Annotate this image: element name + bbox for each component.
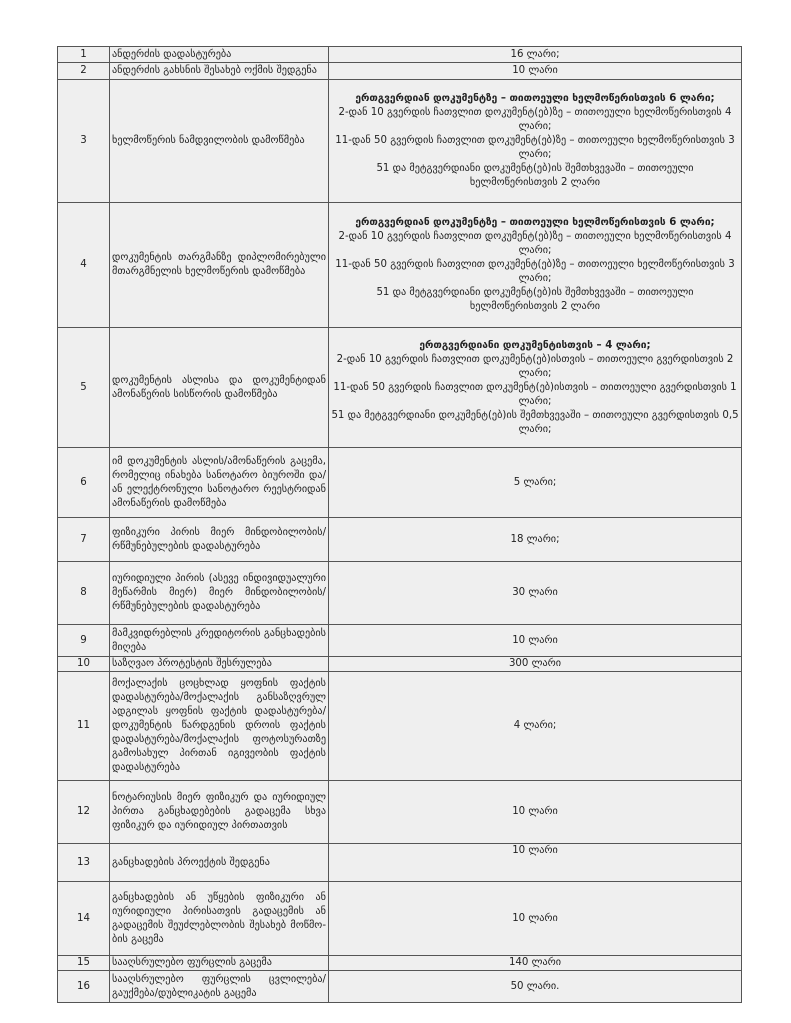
fee-line: 30 ლარი (512, 587, 558, 598)
row-number: 12 (58, 781, 110, 844)
service-description: ხელმოწერის ნამდვილობის დამოწმება (110, 80, 329, 203)
fee-single-page: ერთგვერდიან დოკუმენტზე – თითოეული ხელმოწერისთვის 6 ლარი; (355, 217, 715, 228)
table-row (58, 956, 742, 971)
service-fee (329, 844, 742, 882)
fee-line: 5 ლარი; (513, 476, 557, 488)
service-fee (329, 203, 742, 328)
service-description: სააღსრულებო ფურცლის ცვლილება/გაუქმება/დუბლიკატის გაცემა (110, 971, 329, 1003)
service-description: განცხადების პროექტის შედგენა (110, 844, 329, 882)
service-fee (329, 956, 742, 971)
fee-line: 2-დან 10 გვერდის ჩათვლით დოკუმენტ(ებ)ზე – თითოეული ხელმოწერისთვის 4 ლარი; (338, 107, 732, 132)
fee-line: 18 ლარი; (510, 533, 560, 545)
service-fee (329, 328, 742, 448)
fee-line: 10 ლარი (512, 912, 558, 924)
service-fee (329, 47, 742, 63)
fee-line: 10 ლარი (512, 806, 558, 817)
fee-line: 16 ლარი; (510, 48, 560, 60)
service-fee (329, 672, 742, 781)
service-description: ანდერძის გახსნის შესახებ ოქმის შედგენა (110, 63, 329, 80)
service-fee (329, 80, 742, 203)
fee-line: 50 ლარი. (510, 980, 560, 992)
service-fee (329, 63, 742, 80)
row-number: 9 (58, 625, 110, 657)
fee-line: 51 და მეტგვერდიანი დოკუმენტ(ებ)ის შემთხვევაში – თითოეული ხელმოწერისთვის 2 ლარი (376, 163, 694, 188)
row-number: 14 (58, 882, 110, 956)
service-description: სააღსრულებო ფურცლის გაცემა (110, 956, 329, 971)
fee-line: 4 ლარი; (513, 720, 557, 731)
service-fee (329, 657, 742, 672)
service-fee (329, 971, 742, 1003)
row-number: 3 (58, 80, 110, 203)
service-fee (329, 562, 742, 625)
row-number: 6 (58, 448, 110, 518)
service-description: იმ დოკუმენტის ასლის/ამონაწერის გაცემა, რომელიც ინახება სანოტარო ბიუროში და/ან ელექტრონული სანოტარო რეესტრიდან ამონაწერის დამოწმება (110, 448, 329, 518)
service-fee (329, 448, 742, 518)
fee-line: 11-დან 50 გვერდის ჩათვლით დოკუმენტ(ებ)ზე – თითოეული ხელმოწერისთვის 3 ლარი; (335, 259, 735, 284)
fee-line: 2-დან 10 გვერდის ჩათვლით დოკუმენტ(ებ)ისთვის – თითოეული გვერდისთვის 2 ლარი; (336, 353, 734, 379)
table-row (58, 625, 742, 657)
service-description: მამკვიდრებლის კრედიტორის განცხადების მიღება (110, 625, 329, 657)
service-description: საზღვაო პროტესტის შესრულება (110, 657, 329, 672)
service-fee (329, 882, 742, 956)
table-row (58, 63, 742, 80)
fee-single-page: ერთგვერდიან დოკუმენტზე – თითოეული ხელმოწერისთვის 6 ლარი; (355, 93, 715, 104)
row-number: 2 (58, 63, 110, 80)
fee-single-page: ერთგვერდიანი დოკუმენტისთვის – 4 ლარი; (419, 339, 651, 351)
service-description: დოკუმენტის თარგმანზე დიპლომირებული მთარგმნელის ხელმოწერის დამოწმება (110, 203, 329, 328)
fee-line: 11-დან 50 გვერდის ჩათვლით დოკუმენტ(ებ)ისთვის – თითოეული გვერდისთვის 1 ლარი; (333, 381, 737, 407)
row-number: 16 (58, 971, 110, 1003)
table-row (58, 971, 742, 1003)
fee-line: 51 და მეტგვერდიანი დოკუმენტ(ებ)ის შემთხვევაში – თითოეული გვერდისთვის 0,5 ლარი; (331, 409, 739, 435)
table-row (58, 562, 742, 625)
service-description: დოკუმენტის ასლისა და დოკუმენტიდან ამონაწერის სისწორის დამოწმება (110, 328, 329, 448)
service-description: განცხადების ან უწყების ფიზიკური ან იურიდიული პირისათვის გადაცემის ან გადაცემის შეუძლებლობის შესახებ მოწმო-ბის გაცემა (110, 882, 329, 956)
fee-line: 140 ლარი (508, 957, 562, 968)
table-row (58, 882, 742, 956)
fee-line: 2-დან 10 გვერდის ჩათვლით დოკუმენტ(ებ)ზე – თითოეული ხელმოწერისთვის 4 ლარი; (338, 231, 732, 256)
table-row (58, 657, 742, 672)
row-number: 5 (58, 328, 110, 448)
table-row (58, 448, 742, 518)
service-description: ანდერძის დადასტურება (110, 47, 329, 63)
service-description: ნოტარიუსის მიერ ფიზიკურ და იურიდიულ პირთა განცხადებების გადაცემა სხვა ფიზიკურ და იურიდიულ პირთათვის (110, 781, 329, 844)
table-row (58, 203, 742, 328)
service-description: იურიდიული პირის (ასევე ინდივიდუალური მეწარმის მიერ) მიერ მინდობილობის/ რწმუნებულების დადასტურება (110, 562, 329, 625)
service-fee (329, 781, 742, 844)
table-row (58, 47, 742, 63)
fee-line: 10 ლარი (512, 65, 558, 76)
fee-line: 11-დან 50 გვერდის ჩათვლით დოკუმენტ(ებ)ზე – თითოეული ხელმოწერისთვის 3 ლარი; (335, 135, 735, 160)
table-row (58, 80, 742, 203)
service-fee (329, 625, 742, 657)
fee-line: 51 და მეტგვერდიანი დოკუმენტ(ებ)ის შემთხვევაში – თითოეული ხელმოწერისთვის 2 ლარი (376, 287, 694, 312)
fee-line: 10 ლარი (512, 845, 558, 856)
row-number: 1 (58, 47, 110, 63)
row-number: 10 (58, 657, 110, 672)
table-row (58, 781, 742, 844)
fee-line: 300 ლარი (508, 658, 562, 669)
notary-fees-table (57, 46, 742, 1003)
fee-line: 10 ლარი (512, 634, 558, 646)
service-description: ფიზიკური პირის მიერ მინდობილობის/ რწმუნებულების დადასტურება (110, 518, 329, 562)
table-row (58, 672, 742, 781)
row-number: 15 (58, 956, 110, 971)
row-number: 8 (58, 562, 110, 625)
table-row (58, 844, 742, 882)
service-description: მოქალაქის ცოცხლად ყოფნის ფაქტის დადასტურება/მოქალაქის განსაზღვრულ ადგილას ყოფნის ფაქტის დადასტურება/დოკუმენტის წარდგენის დროის ფაქტის დადასტურება/მოქალაქის ფოტოსურათზე გამოსახულ პირთან იგივეობის ფაქტის დადასტურება (110, 672, 329, 781)
row-number: 7 (58, 518, 110, 562)
row-number: 4 (58, 203, 110, 328)
row-number: 13 (58, 844, 110, 882)
table-row (58, 518, 742, 562)
table-row (58, 328, 742, 448)
row-number: 11 (58, 672, 110, 781)
service-fee (329, 518, 742, 562)
